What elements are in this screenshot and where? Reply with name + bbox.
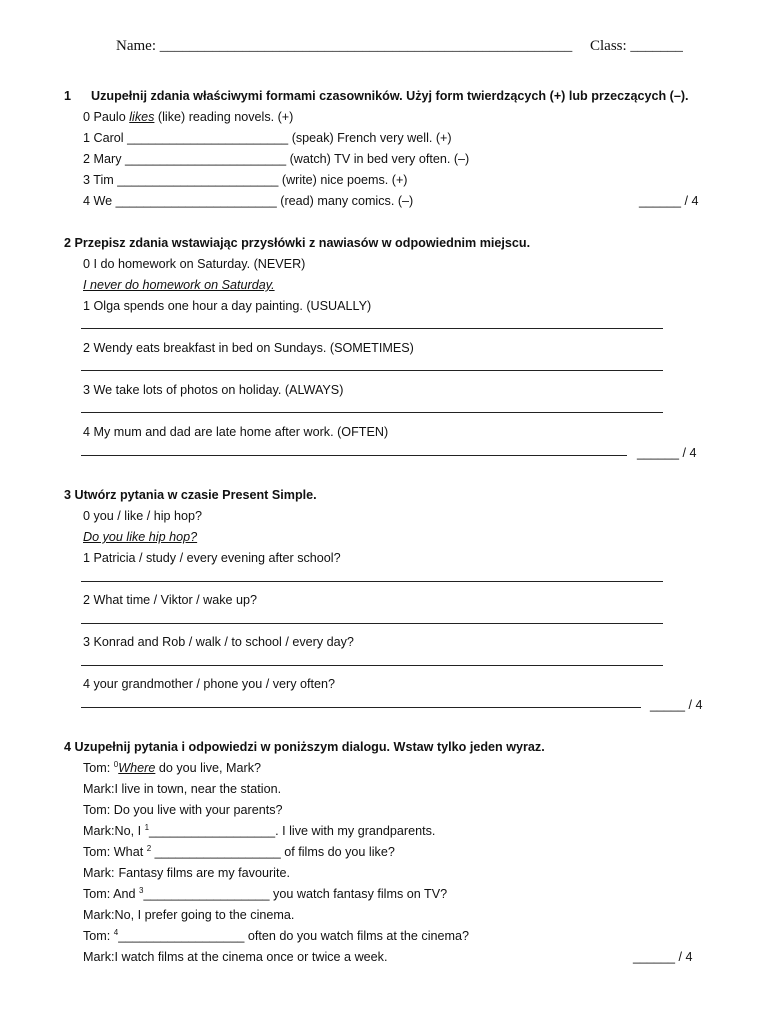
- ex2-item-4: 4 My mum and dad are late home after work. (OFTEN): [83, 425, 389, 439]
- ex4-dialog-line-5[interactable]: [83, 844, 395, 860]
- ex3-answer-line-4[interactable]: [81, 707, 641, 708]
- dialog-text: No, I: [114, 824, 145, 838]
- ex4-dialog-line-6: [83, 865, 290, 881]
- gap-number: 3: [139, 885, 144, 895]
- ex3-instruction: 3 Utwórz pytania w czasie Present Simple.: [64, 488, 317, 502]
- ex1-example-answer: likes: [129, 110, 155, 124]
- dialog-text: No, I prefer going to the cinema.: [114, 908, 295, 922]
- dialog-text: Fantasy films are my favourite.: [118, 866, 290, 880]
- ex3-answer-line-1[interactable]: [81, 581, 663, 582]
- ex1-instruction: Uzupełnij zdania właściwymi formami czasowników. Użyj form twierdzących (+) lub przeczących (–).: [91, 89, 689, 103]
- dialog-text: Do you live with your parents?: [113, 803, 283, 817]
- speaker-tom: Tom:: [83, 887, 111, 901]
- ex2-answer-line-2[interactable]: [81, 370, 663, 371]
- ex4-dialog-line-7[interactable]: [83, 886, 447, 902]
- ex2-item-2: 2 Wendy eats breakfast in bed on Sundays. (SOMETIMES): [83, 341, 414, 355]
- gap-number: 1: [144, 822, 150, 832]
- speaker-mark: Mark:: [83, 950, 115, 964]
- ex1-example: [83, 109, 293, 125]
- dialog-text: do you live, Mark?: [155, 761, 262, 775]
- ex2-answer-line-1[interactable]: [81, 328, 663, 329]
- dialog-text: I watch films at the cinema once or twice a week.: [114, 950, 388, 964]
- ex2-instruction: 2 Przepisz zdania wstawiając przysłówki z nawiasów w odpowiednim miejscu.: [64, 236, 531, 250]
- ex4-dialog-line-10: [83, 949, 387, 965]
- ex1-item-4[interactable]: 4 We _______________________ (read) many comics. (–): [83, 194, 414, 208]
- ex2-answer-line-4[interactable]: [81, 455, 627, 456]
- ex3-answer-line-3[interactable]: [81, 665, 663, 666]
- ex1-example-post: (like) reading novels. (+): [154, 110, 294, 124]
- speaker-mark: Mark:: [83, 782, 115, 796]
- ex1-number: 1: [64, 89, 72, 103]
- speaker-tom: Tom:: [83, 761, 111, 775]
- ex3-answer-line-2[interactable]: [81, 623, 663, 624]
- ex2-example-answer: I never do homework on Saturday.: [83, 278, 275, 292]
- ex2-example: 0 I do homework on Saturday. (NEVER): [83, 257, 306, 271]
- ex4-dialog-line-2: [83, 781, 281, 797]
- ex1-example-pre: 0 Paulo: [83, 110, 130, 124]
- dialog-text: I live in town, near the station.: [114, 782, 282, 796]
- ex3-score[interactable]: _____ / 4: [650, 698, 703, 712]
- ex2-score[interactable]: ______ / 4: [637, 446, 697, 460]
- ex4-dialog-line-1: [83, 760, 261, 776]
- speaker-mark: Mark:: [83, 908, 115, 922]
- ex1-item-1[interactable]: 1 Carol _______________________ (speak) French very well. (+): [83, 131, 452, 145]
- ex4-example-answer: Where: [118, 761, 156, 775]
- ex1-item-3[interactable]: 3 Tim _______________________ (write) nice poems. (+): [83, 173, 408, 187]
- speaker-tom: Tom:: [83, 845, 111, 859]
- speaker-mark: Mark:: [83, 866, 115, 880]
- ex2-item-3: 3 We take lots of photos on holiday. (ALWAYS): [83, 383, 344, 397]
- ex2-answer-line-3[interactable]: [81, 412, 663, 413]
- ex4-dialog-line-3: [83, 802, 283, 818]
- ex3-example-answer: Do you like hip hop?: [83, 530, 198, 544]
- gap-3[interactable]: __________________ you watch fantasy films on TV?: [143, 887, 448, 901]
- speaker-mark: Mark:: [83, 824, 115, 838]
- gap-2[interactable]: __________________ of films do you like?: [151, 845, 395, 859]
- speaker-tom: Tom:: [83, 929, 111, 943]
- ex3-item-1: 1 Patricia / study / every evening after school?: [83, 551, 341, 565]
- name-field-label[interactable]: Name: _______________________________________________________: [116, 38, 573, 54]
- ex4-dialog-line-9[interactable]: [83, 928, 469, 944]
- dialog-text: And: [113, 887, 140, 901]
- ex3-example: 0 you / like / hip hop?: [83, 509, 203, 523]
- ex2-item-1: 1 Olga spends one hour a day painting. (USUALLY): [83, 299, 372, 313]
- class-field-label[interactable]: Class: _______: [590, 38, 683, 54]
- ex1-item-2[interactable]: 2 Mary _______________________ (watch) TV in bed very often. (–): [83, 152, 470, 166]
- ex3-item-4: 4 your grandmother / phone you / very often?: [83, 677, 336, 691]
- ex3-item-2: 2 What time / Viktor / wake up?: [83, 593, 258, 607]
- gap-number: 4: [113, 927, 119, 937]
- gap-1[interactable]: __________________. I live with my grandparents.: [149, 824, 436, 838]
- ex4-score[interactable]: ______ / 4: [633, 950, 693, 964]
- ex4-dialog-line-4[interactable]: [83, 823, 435, 839]
- ex4-dialog-line-8: [83, 907, 294, 923]
- ex1-score[interactable]: ______ / 4: [639, 194, 699, 208]
- ex3-item-3: 3 Konrad and Rob / walk / to school / every day?: [83, 635, 354, 649]
- gap-number: 0: [113, 759, 119, 769]
- gap-4[interactable]: __________________ often do you watch films at the cinema?: [118, 929, 470, 943]
- gap-number: 2: [146, 843, 152, 853]
- speaker-tom: Tom:: [83, 803, 111, 817]
- ex4-instruction: 4 Uzupełnij pytania i odpowiedzi w poniższym dialogu. Wstaw tylko jeden wyraz.: [64, 740, 545, 754]
- dialog-text: What: [113, 845, 147, 859]
